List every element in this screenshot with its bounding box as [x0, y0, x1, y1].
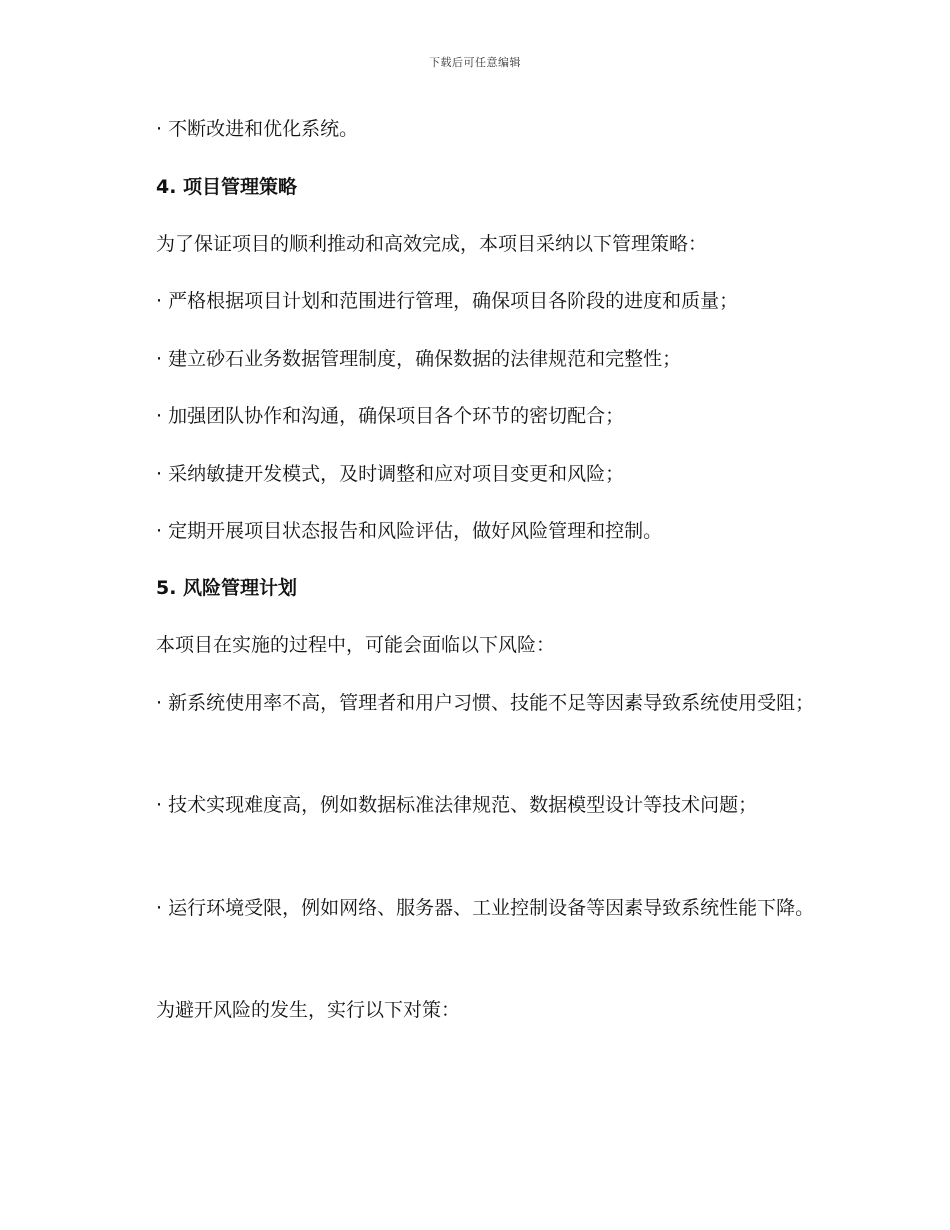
- section-heading-4: 4. 项目管理策略: [156, 176, 298, 198]
- bullet-plan-scope: · 严格根据项目计划和范围进行管理，确保项目各阶段的进度和质量；: [156, 290, 739, 312]
- bullet-risk-adoption: · 新系统使用率不高，管理者和用户习惯、技能不足等因素导致系统使用受阻；: [156, 692, 815, 714]
- bullet-data-management: · 建立砂石业务数据管理制度，确保数据的法律规范和完整性；: [156, 348, 682, 370]
- bullet-risk-technical: · 技术实现难度高，例如数据标准法律规范、数据模型设计等技术问题；: [156, 794, 758, 816]
- bullet-status-report: · 定期开展项目状态报告和风险评估，做好风险管理和控制。: [156, 520, 663, 542]
- section-heading-5: 5. 风险管理计划: [156, 577, 298, 599]
- bullet-risk-environment: · 运行环境受限，例如网络、服务器、工业控制设备等因素导致系统性能下降。: [156, 897, 815, 919]
- paragraph-management-intro: 为了保证项目的顺利推动和高效完成，本项目采纳以下管理策略：: [156, 233, 708, 255]
- paragraph-risk-intro: 本项目在实施的过程中，可能会面临以下风险：: [156, 634, 556, 656]
- bullet-team-collaboration: · 加强团队协作和沟通，确保项目各个环节的密切配合；: [156, 405, 625, 427]
- bullet-improve-system: · 不断改进和优化系统。: [156, 118, 359, 140]
- bullet-agile-development: · 采纳敏捷开发模式，及时调整和应对项目变更和风险；: [156, 463, 625, 485]
- page-header-note: 下载后可任意编辑: [429, 56, 521, 69]
- paragraph-countermeasures-intro: 为避开风险的发生，实行以下对策：: [156, 999, 461, 1021]
